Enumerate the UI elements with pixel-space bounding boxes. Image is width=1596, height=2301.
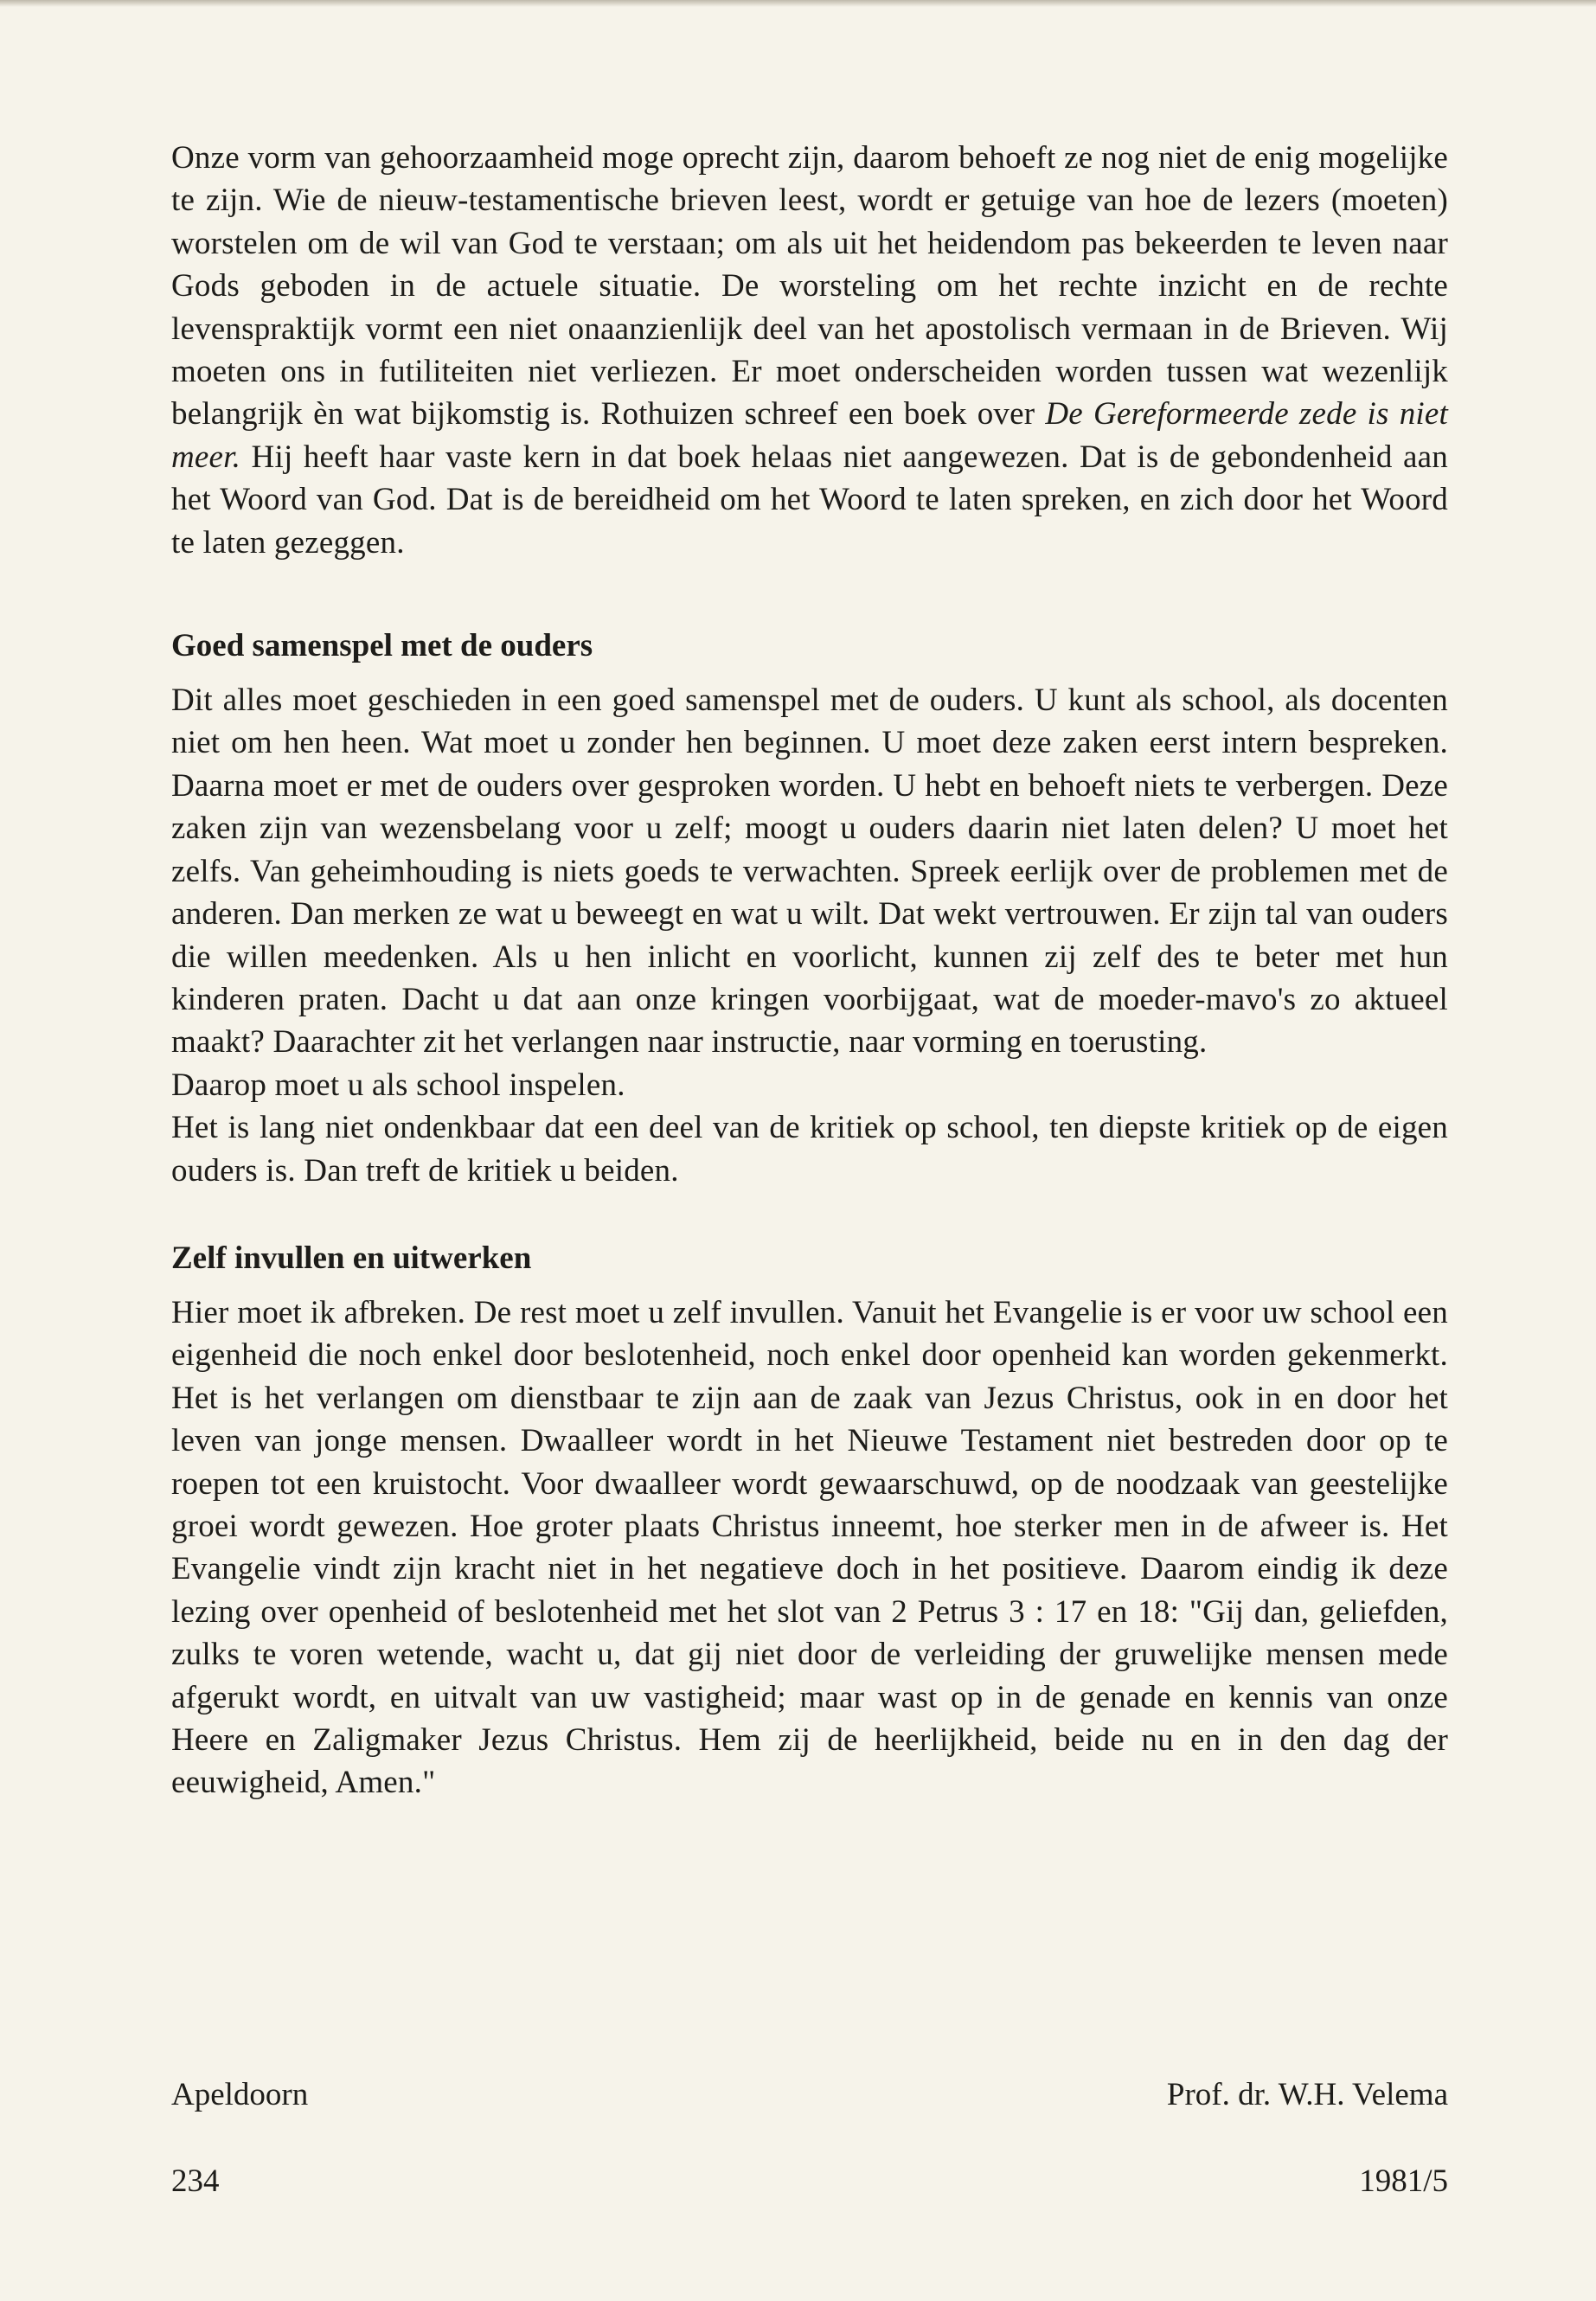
- paragraph-samenspel: Dit alles moet geschieden in een goed samenspel met de ouders. U kunt als school, als docenten niet om hen heen. Wat moet u zonder hen beginnen. U moet deze zaken eerst intern bespreken. Daarna moet er met de ouders over gesproken worden. U hebt en behoeft niets te verbergen. Deze zaken zijn van wezensbelang voor u zelf; moogt u ouders daarin niet laten delen? U moet het zelfs. Van geheimhouding is niets goeds te verwachten. Spreek eerlijk over de problemen met de anderen. Dan merken ze wat u beweegt en wat u wilt. Dat wekt vertrouwen. Er zijn tal van ouders die willen meedenken. Als u hen inlicht en voorlicht, kunnen zij zelf des te beter met hun kinderen praten. Dacht u dat aan onze kringen voorbijgaat, wat de moeder-mavo's zo aktueel maakt? Daarachter zit het verlangen naar instructie, naar vorming en toerusting.: [171, 683, 1448, 1061]
- article-body: [171, 137, 1448, 1804]
- signature-place: Apeldoorn: [171, 2077, 309, 2112]
- paragraph-samenspel-conclusion: Het is lang niet ondenkbaar dat een deel van de kritiek op school, ten diepste kritiek op de eigen ouders is. Dan treft de kritiek u beiden.: [171, 1110, 1448, 1189]
- page-edge-shadow: [0, 0, 1596, 7]
- paragraph-intro-text-b: Hij heeft haar vaste kern in dat boek helaas niet aangewezen. Dat is de gebondenheid aan het Woord van God. Dat is de bereidheid om het Woord te laten spreken, en zich door het Woord te laten gezeggen.: [171, 439, 1448, 561]
- paragraph-intro: [171, 137, 1448, 564]
- page-number: 234: [171, 2163, 220, 2199]
- paragraph-samenspel-line: Daarop moet u als school inspelen.: [171, 1067, 625, 1103]
- book-title: De Gereformeerde zede is niet meer.: [171, 396, 1448, 475]
- page-footer: [171, 2160, 1448, 2203]
- issue-number: 1981/5: [1359, 2163, 1448, 2199]
- section-heading-samenspel: Goed samenspel met de ouders: [171, 628, 593, 664]
- paragraph-intro-text-a: Onze vorm van gehoorzaamheid moge oprecht zijn, daarom behoeft ze nog niet de enig mogelijke te zijn. Wie de nieuw-testamentische brieven leest, wordt er getuige van hoe de lezers (moeten) worstelen om de wil van God te verstaan; om als uit het heidendom pas bekeerden te leven naar Gods geboden in de actuele situatie. De worsteling om het rechte inzicht en de rechte levenspraktijk vormt een niet onaanzienlijk deel van het apostolisch vermaan in de Brieven. Wij moeten ons in futiliteiten niet verliezen. Er moet onderscheiden worden tussen wat wezenlijk belangrijk èn wat bijkomstig is. Rothuizen schreef een boek over: [171, 140, 1448, 433]
- paragraph-invullen: Hier moet ik afbreken. De rest moet u zelf invullen. Vanuit het Evangelie is er voor uw school een eigenheid die noch enkel door beslotenheid, noch enkel door openheid kan worden gekenmerkt. Het is het verlangen om dienstbaar te zijn aan de zaak van Jezus Christus, ook in en door het leven van jonge mensen. Dwaalleer wordt in het Nieuwe Testament niet bestreden door op te roepen tot een kruistocht. Voor dwaalleer wordt gewaarschuwd, op de noodzaak van geestelijke groei wordt gewezen. Hoe groter plaats Christus inneemt, hoe sterker men in de afweer is. Het Evangelie vindt zijn kracht niet in het negatieve doch in het positieve. Daarom eindig ik deze lezing over openheid of beslotenheid met het slot van 2 Petrus 3 : 17 en 18: "Gij dan, geliefden, zulks te voren wetende, wacht u, dat gij niet door de verleiding der gruwelijke mensen mede afgerukt wordt, en uitvalt van uw vastigheid; maar wast op in de genade en kennis van onze Heere en Zaligmaker Jezus Christus. Hem zij de heerlijkheid, beide nu en in den dag der eeuwigheid, Amen.": [171, 1294, 1448, 1801]
- signature-row: [171, 2073, 1448, 2117]
- signature-author: Prof. dr. W.H. Velema: [1166, 2077, 1448, 2112]
- section-heading-invullen: Zelf invullen en uitwerken: [171, 1240, 532, 1276]
